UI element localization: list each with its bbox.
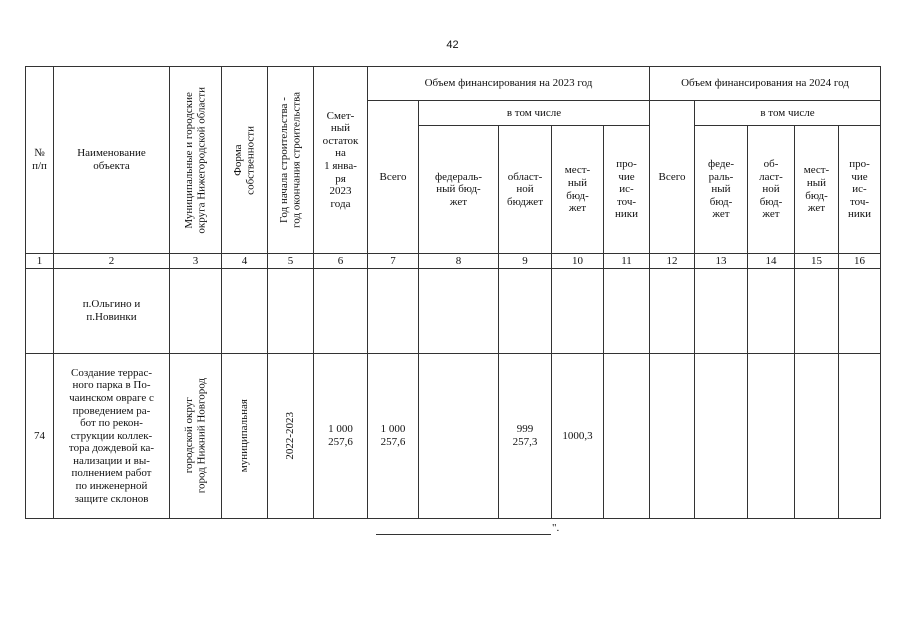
column-number: 15 [795, 254, 839, 269]
table-row [26, 269, 881, 354]
other-2023-cell [604, 354, 650, 519]
federal-2024-cell [695, 354, 748, 519]
header-total-2023: Всего [368, 101, 419, 254]
signature-line [376, 534, 551, 535]
column-number: 11 [604, 254, 650, 269]
column-number: 3 [170, 254, 222, 269]
row-num [26, 269, 54, 354]
object-name: п.Ольгино и п.Новинки [54, 269, 170, 354]
column-number: 1 [26, 254, 54, 269]
row-num: 74 [26, 354, 54, 519]
balance-cell: 1 000 257,6 [314, 354, 368, 519]
financing-table [25, 66, 881, 519]
federal-2023-cell [419, 354, 499, 519]
local-2023-cell: 1000,3 [552, 354, 604, 519]
header-including-2023: в том числе [419, 101, 650, 126]
years-cell: 2022-2023 [268, 354, 314, 519]
header-including-2024: в том числе [695, 101, 881, 126]
page-number: 42 [446, 39, 459, 51]
other-2024-cell [839, 354, 881, 519]
column-number: 5 [268, 254, 314, 269]
column-number: 9 [499, 254, 552, 269]
ownership-cell: муниципальная [222, 354, 268, 519]
header-years: Год начала строительства - год окончания строительства [268, 67, 314, 254]
header-regional-2023: област- ной бюджет [499, 126, 552, 254]
header-total-2024: Всего [650, 101, 695, 254]
object-name: Создание террас- ного парка в По- чаинском овраге с проведением ра- бот по рекон- струкции коллек- тора дождевой ка- нализации и вы- полнением работ по инженерной защите склонов [54, 354, 170, 519]
total-2024-cell [650, 354, 695, 519]
column-number: 4 [222, 254, 268, 269]
column-number: 14 [748, 254, 795, 269]
header-local-2024: мест- ный бюд- жет [795, 126, 839, 254]
header-name: Наименование объекта [54, 67, 170, 254]
header-regional-2024: об- ласт- ной бюд- жет [748, 126, 795, 254]
header-fin-2024: Объем финансирования на 2024 год [650, 67, 881, 101]
header-num: № п/п [26, 67, 54, 254]
column-number: 2 [54, 254, 170, 269]
header-other-2024: про- чие ис- точ- ники [839, 126, 881, 254]
total-2023-cell: 1 000 257,6 [368, 354, 419, 519]
column-number: 8 [419, 254, 499, 269]
header-ownership: Форма собственности [222, 67, 268, 254]
column-number: 7 [368, 254, 419, 269]
header-fin-2023: Объем финансирования на 2023 год [368, 67, 650, 101]
regional-2024-cell [748, 354, 795, 519]
column-number: 13 [695, 254, 748, 269]
regional-2023-cell: 999 257,3 [499, 354, 552, 519]
header-local-2023: мест- ный бюд- жет [552, 126, 604, 254]
local-2024-cell [795, 354, 839, 519]
municipality-cell: городской округ город Нижний Новгород [170, 354, 222, 519]
header-federal-2024: феде- раль- ный бюд- жет [695, 126, 748, 254]
column-number: 6 [314, 254, 368, 269]
table-row [26, 354, 881, 519]
header-federal-2023: федераль- ный бюд- жет [419, 126, 499, 254]
column-number: 12 [650, 254, 695, 269]
header-other-2023: про- чие ис- точ- ники [604, 126, 650, 254]
closing-line [376, 522, 566, 538]
header-municipality: Муниципальные и городские округа Нижегородской области [170, 67, 222, 254]
column-number: 16 [839, 254, 881, 269]
column-number: 10 [552, 254, 604, 269]
header-balance: Смет- ный остаток на 1 янва- ря 2023 года [314, 67, 368, 254]
column-number-row [26, 254, 881, 269]
closing-quote: ". [552, 522, 560, 534]
